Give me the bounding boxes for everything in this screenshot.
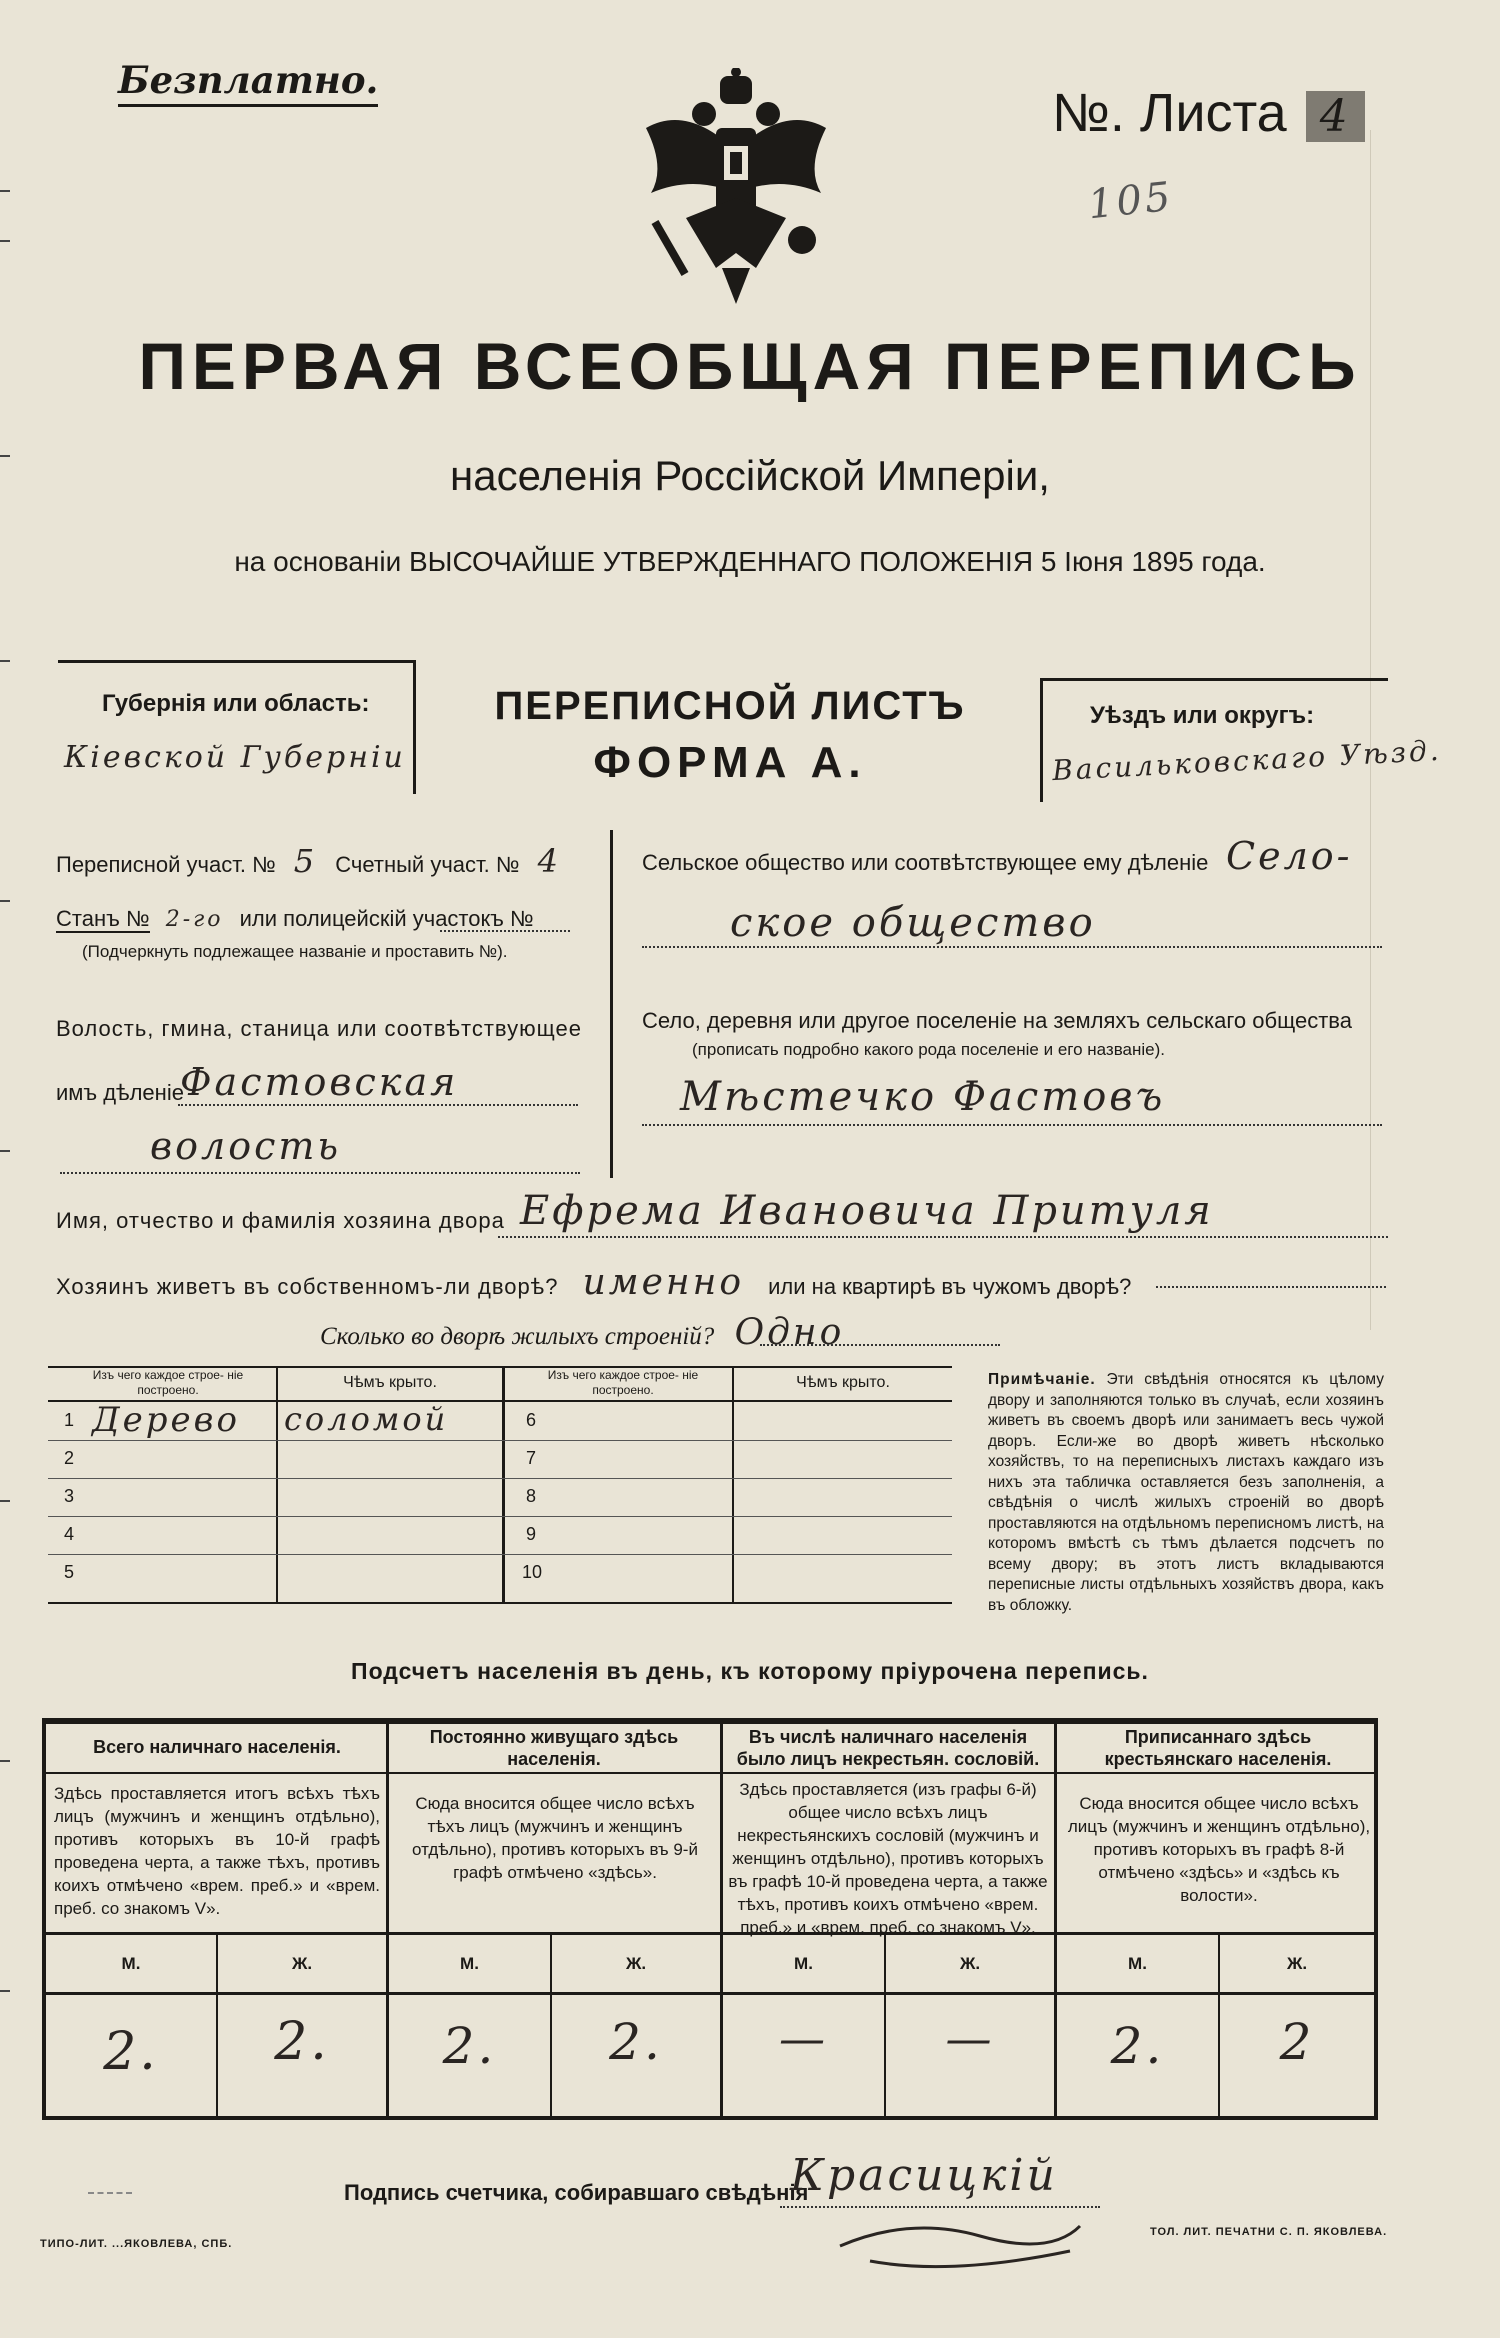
lives-label: Хозяинъ живетъ въ собственномъ-ли дворѣ? [56,1274,559,1299]
signature-label: Подпись счетчика, собиравшаго свѣдѣнія [344,2180,809,2205]
m-label: М. [1128,1954,1147,1973]
basis-line: на основаніи ВЫСОЧАЙШЕ УТВЕРЖДЕННАГО ПОЛОЖЕНІЯ 5 Іюня 1895 года. [234,546,1266,577]
margin-tick [0,900,10,902]
lives-row [56,1262,1131,1303]
sheet-number-block [1052,82,1365,144]
house-col2-head: Чѣмъ крыто. [343,1374,437,1391]
row-number: 7 [526,1448,537,1468]
fill-line [760,1344,1000,1346]
province-label: Губернія или область: [102,690,370,717]
district-label: Переписной участ. № [56,852,276,877]
rule [610,830,613,1178]
page-title: ПЕРВАЯ ВСЕОБЩАЯ ПЕРЕПИСЬ [138,329,1362,403]
fill-line [440,930,570,932]
margin-tick [0,1500,10,1502]
form-title-2: ФОРМА А. [593,738,867,787]
sheet-number: 4 [1306,91,1365,142]
stamp-mark-icon [88,2178,132,2194]
census-value-w: 2. [609,2013,663,2071]
house-col3-head: Изъ чего каждое строе- ніе построено. [547,1368,699,1397]
house-col1-head: Изъ чего каждое строе- ніе построено. [92,1368,244,1397]
lives-tail: или на квартирѣ въ чужомъ дворѣ? [768,1274,1132,1299]
buildings-row [320,1312,844,1353]
volost-label-1: Волость, гмина, станица или соотвѣтствующее [56,1016,582,1041]
volost-value-1: Фастовская [180,1060,459,1104]
rule [1040,678,1043,802]
village-label-2: (прописать подробно какого рода поселеніе и его названіе). [692,1040,1166,1059]
volost-value-2: волость [150,1124,342,1168]
province-value: Кіевской Губерніи [64,740,406,775]
margin-tick [0,190,10,192]
volost-label-2: имъ дѣленіе [56,1080,184,1105]
row-roof: соломой [284,1400,449,1438]
census-value-m: 2. [103,2022,159,2082]
page-subtitle: населенія Россійской Имперіи, [450,452,1050,499]
census-col1-head: Всего наличнаго населенія. [93,1737,341,1757]
buildings-label: Сколько во дворѣ жилыхъ строеній? [320,1323,715,1350]
census-value-m: 2. [1110,2017,1165,2075]
row-number: 10 [522,1562,543,1582]
w-label: Ж. [1286,1954,1308,1973]
village-value: Мѣстечко Фастовъ [680,1074,1166,1120]
m-label: М. [460,1954,479,1973]
margin-tick [0,1150,10,1152]
coat-of-arms-icon [626,68,846,308]
row-material: Дерево [92,1400,240,1440]
free-label: Безплатно. [118,58,378,107]
census-caption: Подсчетъ населенія въ день, къ которому пріурочена перепись. [351,1658,1149,1684]
census-value-w: 2 [1279,2013,1315,2071]
fill-line [498,1236,1388,1238]
rule [58,660,416,663]
m-label: М. [794,1954,813,1973]
signature-value: Красицкій [790,2150,1058,2201]
pencil-number: 105 [1085,173,1176,229]
stan-note: (Подчеркнуть подлежащее названіе и проставить №). [82,942,508,961]
row-number: 4 [64,1524,75,1544]
census-col4-desc: Сюда вносится общее число всѣхъ лицъ (мужчинъ и женщинъ отдѣльно), противъ которыхъ въ графѣ 8-й отмѣчено «здѣсь» и «здѣсь къ волости». [1067,1794,1371,1905]
census-value-m: 2. [442,2017,497,2075]
fill-line [178,1104,578,1106]
district-row [56,842,561,880]
stan-value: 2-го [165,907,224,932]
uezd-label: Уѣздъ или округъ: [1090,702,1315,729]
signature-flourish-icon [830,2206,1090,2276]
village-label-1: Село, деревня или другое поселеніе на земляхъ сельскаго общества [642,1008,1352,1033]
fill-line [642,1124,1382,1126]
count-label: Счетный участ. № [335,852,520,877]
society-label: Сельское общество или соотвѣтствующее ему дѣленіе [642,850,1209,875]
sheet-label: №. Листа [1052,83,1287,143]
census-value-m: — [779,2011,828,2065]
uezd-value: Васильковскаго Уѣзд. [1051,733,1443,788]
buildings-value: Одно [734,1312,845,1353]
w-label: Ж. [291,1954,313,1973]
bleed-through-strip [1370,130,1481,1330]
census-col3-desc: Здѣсь проставляется (изъ графы 6-й) общее число всѣхъ лицъ некрестьянскихъ сословій (мужчинъ и женщинъ отдѣльно), противъ которыхъ въ графѣ 10-й проведена черта, а также тѣхъ, противъ коихъ отмѣчено «врем. преб.» и «врем. преб. со знакомъ V». [728,1780,1048,1937]
form-title-1: ПЕРЕПИСНОЙ ЛИСТЪ [494,684,966,728]
fill-line [1156,1286,1386,1288]
margin-tick [0,660,10,662]
row-number: 1 [64,1410,75,1430]
rule [413,660,416,794]
stan-label: Станъ № [56,906,150,931]
row-number: 6 [526,1410,537,1430]
row-number: 5 [64,1562,75,1582]
district-value: 5 [293,842,318,880]
fill-line [60,1172,580,1174]
census-value-w: 2. [274,2012,330,2072]
census-col3-head: Въ числѣ наличнаго населенія было лицъ некрестьян. сословій. [736,1727,1040,1769]
stan-row [56,906,534,932]
row-number: 3 [64,1486,75,1506]
print-left: ТИПО-ЛИТ. ...ЯКОВЛЕВА, СПБ. [40,2238,233,2250]
owner-label: Имя, отчество и фамилія хозяина двора [56,1208,505,1233]
margin-tick [0,240,10,242]
w-label: Ж. [625,1954,647,1973]
print-right: ТОЛ. ЛИТ. ПЕЧАТНИ С. П. ЯКОВЛЕВА. [1150,2226,1388,2238]
note-block [988,1370,1384,1616]
m-label: М. [121,1954,141,1973]
note-heading: Примѣчаніе. [988,1371,1096,1388]
w-label: Ж. [959,1954,981,1973]
owner-value: Ефрема Ивановича Притуля [520,1188,1214,1234]
row-number: 8 [526,1486,537,1506]
census-col1-desc: Здѣсь проставляется итогъ всѣхъ тѣхъ лицъ (мужчинъ и женщинъ отдѣльно), противъ которыхъ въ 10-й графѣ проведена черта, а также тѣхъ, противъ коихъ отмѣчено «врем. преб.» и «врем. преб. со знакомъ V». [54,1784,380,1918]
society-value-2: ское общество [730,900,1096,946]
rule [1040,678,1388,681]
census-value-w: — [945,2011,995,2065]
row-number: 2 [64,1448,75,1468]
census-col4-head: Приписаннаго здѣсь крестьянскаго населенія. [1104,1727,1332,1769]
census-col2-desc: Сюда вносится общее число всѣхъ тѣхъ лицъ (мужчинъ и женщинъ отдѣльно), противъ которыхъ въ 9-й графѣ отмѣчено «здѣсь». [412,1794,698,1882]
count-value: 4 [537,842,561,880]
house-col4-head: Чѣмъ крыто. [796,1374,890,1391]
note-text: Эти свѣдѣнія относятся къ цѣлому двору и заполняются только въ случаѣ, если хозяинъ живетъ въ своемъ дворѣ или занимаетъ весь чужой дворъ. Если-же во дворѣ живетъ нѣсколько хозяйствъ, то на переписныхъ листахъ каждаго изъ нихъ эта табличка оставляется безъ заполненія, а свѣдѣнія о числѣ жилыхъ строеній во дворѣ проставляются на отдѣльномъ переписномъ листѣ, на которомъ вмѣстѣ съ тѣмъ дѣлается подсчетъ по всему двору; въ этотъ листъ вкладываются переписные листы отдѣльныхъ хозяйствъ двора, какъ въ обложку. [988,1371,1384,1614]
society-value-1: Село- [1226,834,1353,878]
row-number: 9 [526,1524,537,1544]
house-table [48,1366,952,1604]
margin-tick [0,1760,10,1762]
stan-tail: или полицейскій участокъ № [239,906,534,931]
census-col2-head: Постоянно живущаго здѣсь населенія. [429,1727,679,1769]
fill-line [642,946,1382,948]
census-table [42,1718,1378,2120]
margin-tick [0,1990,10,1992]
lives-value: именно [582,1262,745,1303]
